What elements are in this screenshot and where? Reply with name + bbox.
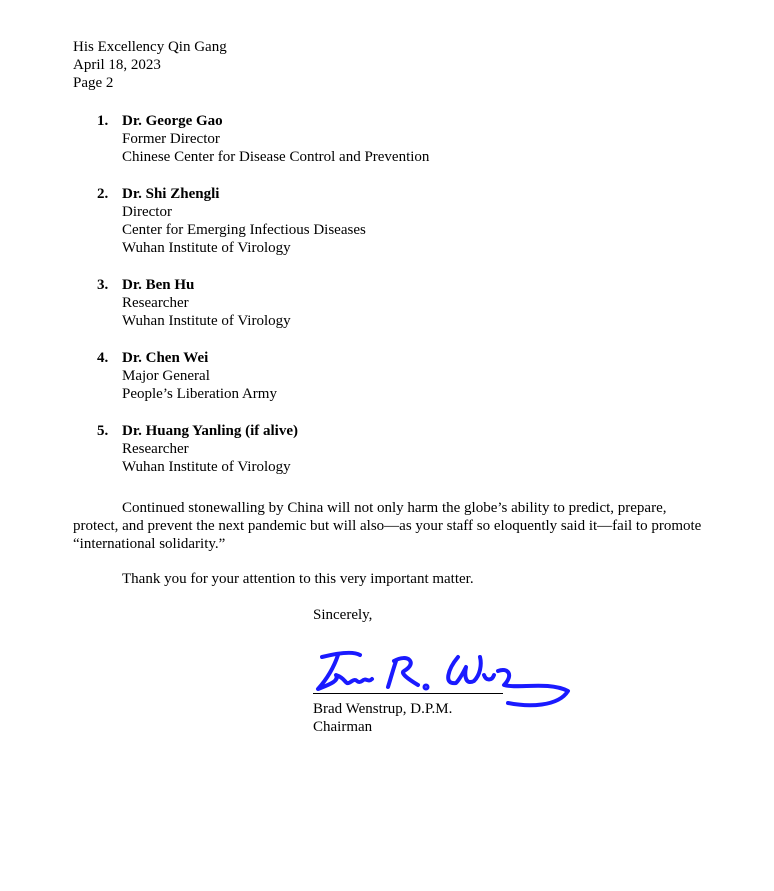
- body-paragraph: Continued stonewalling by China will not only harm the globe’s ability to predict, prepare, protect, and prevent the next pandemic but will also—as your staff so eloquently said it—fail to promote “international solidarity.”: [73, 500, 702, 552]
- signer-title: Chairman: [313, 719, 373, 735]
- list-item: 3. Dr. Ben Hu Researcher Wuhan Institute of Virology: [97, 277, 291, 329]
- recipient: His Excellency Qin Gang: [73, 39, 227, 55]
- date: April 18, 2023: [73, 57, 161, 73]
- page-number: Page 2: [73, 75, 114, 91]
- list-item: 5. Dr. Huang Yanling (if alive) Researcher Wuhan Institute of Virology: [97, 423, 298, 475]
- list-item: 1. Dr. George Gao Former Director Chinese Center for Disease Control and Prevention: [97, 113, 430, 165]
- salutation: Sincerely,: [313, 607, 373, 623]
- list-item: 4. Dr. Chen Wei Major General People’s Liberation Army: [97, 350, 277, 402]
- signer-name: Brad Wenstrup, D.P.M.: [313, 701, 453, 717]
- signature-line: [313, 693, 503, 694]
- letter-header: [73, 38, 227, 92]
- thank-you-paragraph: Thank you for your attention to this very important matter.: [122, 571, 474, 587]
- list-item: 2. Dr. Shi Zhengli Director Center for Emerging Infectious Diseases Wuhan Institute of Virology: [97, 186, 366, 256]
